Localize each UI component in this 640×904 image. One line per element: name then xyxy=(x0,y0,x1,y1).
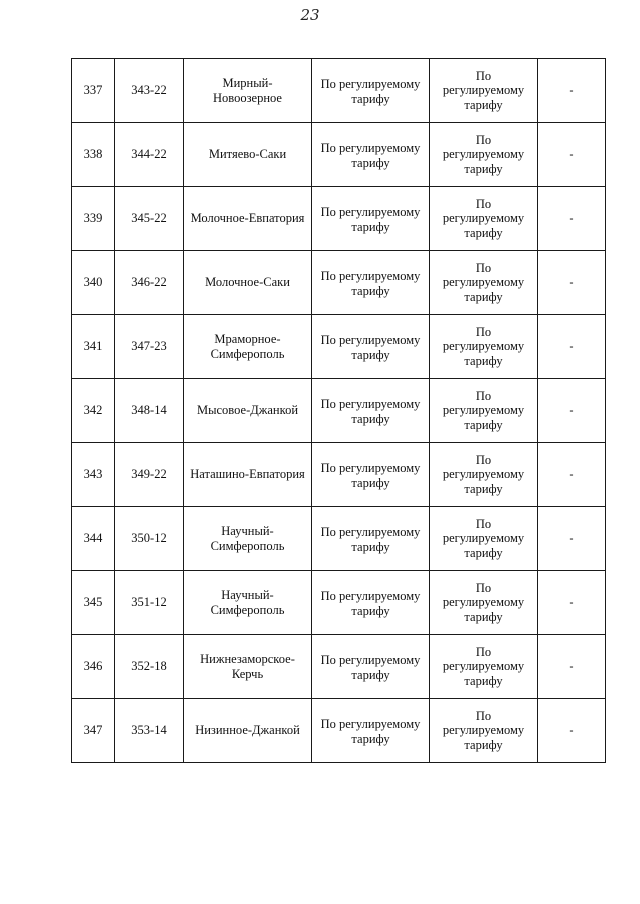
row-number-text: 342 xyxy=(83,403,103,418)
tariff-type-text-2: По регулируемому тарифу xyxy=(442,68,525,112)
tariff-type-text-2: По регулируемому тарифу xyxy=(442,516,525,560)
tariff-type-text-2: По регулируемому тарифу xyxy=(442,260,525,304)
tariff-type-cell-2 xyxy=(430,443,538,507)
route-code-cell xyxy=(115,507,184,571)
route-code-text: 349-22 xyxy=(131,467,167,482)
row-number-text: 341 xyxy=(83,339,103,354)
route-name-text: Научный- Симферополь xyxy=(210,588,285,617)
tariff-type-text-2: По регулируемому тарифу xyxy=(442,580,525,624)
tariff-type-text: По регулируемому тарифу xyxy=(320,205,421,234)
row-number-cell xyxy=(72,507,115,571)
tariff-type-text-2: По регулируемому тарифу xyxy=(442,132,525,176)
table-row xyxy=(72,699,606,763)
tariff-type-cell-2 xyxy=(430,635,538,699)
route-name-cell xyxy=(184,699,312,763)
route-code-text: 348-14 xyxy=(131,403,167,418)
tariff-type-cell-2 xyxy=(430,251,538,315)
tariff-type-cell-2 xyxy=(430,315,538,379)
route-name-text: Митяево-Саки xyxy=(208,147,287,162)
route-name-text: Низинное-Джанкой xyxy=(195,723,300,738)
tariff-type-cell-2 xyxy=(430,59,538,123)
tariff-type-cell xyxy=(312,123,430,187)
row-number-cell xyxy=(72,571,115,635)
row-number-cell xyxy=(72,187,115,251)
tariff-type-text-2: По регулируемому тарифу xyxy=(442,196,525,240)
route-name-cell xyxy=(184,251,312,315)
route-code-cell xyxy=(115,315,184,379)
routes-table-body xyxy=(72,59,606,763)
extra-cell xyxy=(538,635,606,699)
route-name-cell xyxy=(184,507,312,571)
row-number-text: 337 xyxy=(83,83,103,98)
row-number-cell xyxy=(72,379,115,443)
tariff-type-text: По регулируемому тарифу xyxy=(320,269,421,298)
extra-cell xyxy=(538,187,606,251)
tariff-type-text-2: По регулируемому тарифу xyxy=(442,324,525,368)
routes-table xyxy=(71,58,606,763)
route-name-cell xyxy=(184,443,312,507)
table-row xyxy=(72,635,606,699)
row-number-text: 338 xyxy=(83,147,103,162)
route-code-text: 344-22 xyxy=(131,147,167,162)
row-number-text: 340 xyxy=(83,275,103,290)
row-number-text: 339 xyxy=(83,211,103,226)
route-code-cell xyxy=(115,635,184,699)
extra-text: - xyxy=(569,531,574,546)
extra-cell xyxy=(538,59,606,123)
route-code-text: 353-14 xyxy=(131,723,167,738)
tariff-type-cell-2 xyxy=(430,187,538,251)
tariff-type-cell xyxy=(312,315,430,379)
row-number-cell xyxy=(72,443,115,507)
table-row xyxy=(72,187,606,251)
route-name-text: Мысовое-Джанкой xyxy=(196,403,299,418)
route-code-text: 347-23 xyxy=(131,339,167,354)
tariff-type-text: По регулируемому тарифу xyxy=(320,333,421,362)
row-number-cell xyxy=(72,123,115,187)
table-row xyxy=(72,443,606,507)
route-name-text: Молочное-Евпатория xyxy=(190,211,305,226)
tariff-type-text: По регулируемому тарифу xyxy=(320,77,421,106)
row-number-text: 343 xyxy=(83,467,103,482)
route-code-text: 352-18 xyxy=(131,659,167,674)
route-name-text: Нижнезаморское- Керчь xyxy=(200,652,295,681)
page-number: 23 xyxy=(300,6,320,24)
extra-cell xyxy=(538,699,606,763)
route-name-cell xyxy=(184,315,312,379)
route-code-cell xyxy=(115,59,184,123)
tariff-type-cell-2 xyxy=(430,507,538,571)
tariff-type-cell-2 xyxy=(430,123,538,187)
route-code-cell xyxy=(115,251,184,315)
route-code-text: 343-22 xyxy=(131,83,167,98)
tariff-type-text: По регулируемому тарифу xyxy=(320,461,421,490)
route-name-text: Научный- Симферополь xyxy=(210,524,285,553)
route-name-text: Наташино-Евпатория xyxy=(190,467,305,482)
tariff-type-text: По регулируемому тарифу xyxy=(320,525,421,554)
tariff-type-cell xyxy=(312,187,430,251)
route-code-text: 350-12 xyxy=(131,531,167,546)
route-code-text: 345-22 xyxy=(131,211,167,226)
table-row xyxy=(72,123,606,187)
extra-text: - xyxy=(569,467,574,482)
tariff-type-cell xyxy=(312,379,430,443)
extra-text: - xyxy=(569,595,574,610)
extra-text: - xyxy=(569,403,574,418)
tariff-type-cell xyxy=(312,635,430,699)
row-number-text: 345 xyxy=(83,595,103,610)
route-code-text: 351-12 xyxy=(131,595,167,610)
route-name-cell xyxy=(184,187,312,251)
table-row xyxy=(72,315,606,379)
row-number-cell xyxy=(72,59,115,123)
extra-text: - xyxy=(569,723,574,738)
tariff-type-cell xyxy=(312,571,430,635)
extra-cell xyxy=(538,251,606,315)
extra-cell xyxy=(538,443,606,507)
row-number-text: 344 xyxy=(83,531,103,546)
extra-text: - xyxy=(569,147,574,162)
route-code-text: 346-22 xyxy=(131,275,167,290)
route-code-cell xyxy=(115,123,184,187)
table-row xyxy=(72,251,606,315)
tariff-type-cell xyxy=(312,507,430,571)
route-code-cell xyxy=(115,699,184,763)
tariff-type-text: По регулируемому тарифу xyxy=(320,589,421,618)
extra-cell xyxy=(538,379,606,443)
tariff-type-text-2: По регулируемому тарифу xyxy=(442,644,525,688)
tariff-type-text: По регулируемому тарифу xyxy=(320,397,421,426)
route-name-text: Мирный- Новоозерное xyxy=(213,76,282,105)
table-row xyxy=(72,507,606,571)
route-code-cell xyxy=(115,187,184,251)
extra-text: - xyxy=(569,211,574,226)
row-number-cell xyxy=(72,251,115,315)
tariff-type-cell xyxy=(312,251,430,315)
extra-cell xyxy=(538,123,606,187)
row-number-cell xyxy=(72,635,115,699)
extra-text: - xyxy=(569,83,574,98)
tariff-type-cell-2 xyxy=(430,571,538,635)
table-row xyxy=(72,379,606,443)
route-name-cell xyxy=(184,123,312,187)
tariff-type-cell xyxy=(312,59,430,123)
extra-cell xyxy=(538,507,606,571)
route-name-text: Молочное-Саки xyxy=(205,275,290,290)
table-row xyxy=(72,571,606,635)
tariff-type-cell xyxy=(312,443,430,507)
tariff-type-text-2: По регулируемому тарифу xyxy=(442,452,525,496)
tariff-type-text: По регулируемому тарифу xyxy=(320,141,421,170)
route-code-cell xyxy=(115,571,184,635)
row-number-text: 346 xyxy=(83,659,103,674)
route-name-cell xyxy=(184,59,312,123)
tariff-type-cell-2 xyxy=(430,379,538,443)
tariff-type-text-2: По регулируемому тарифу xyxy=(442,388,525,432)
tariff-type-text: По регулируемому тарифу xyxy=(320,717,421,746)
table-row xyxy=(72,59,606,123)
tariff-type-cell-2 xyxy=(430,699,538,763)
tariff-type-text-2: По регулируемому тарифу xyxy=(442,708,525,752)
route-code-cell xyxy=(115,379,184,443)
tariff-type-cell xyxy=(312,699,430,763)
extra-cell xyxy=(538,315,606,379)
route-name-cell xyxy=(184,571,312,635)
route-name-cell xyxy=(184,635,312,699)
tariff-type-text: По регулируемому тарифу xyxy=(320,653,421,682)
route-name-text: Мраморное- Симферополь xyxy=(210,332,285,361)
extra-text: - xyxy=(569,275,574,290)
row-number-text: 347 xyxy=(83,723,103,738)
route-code-cell xyxy=(115,443,184,507)
route-name-cell xyxy=(184,379,312,443)
extra-text: - xyxy=(569,339,574,354)
row-number-cell xyxy=(72,699,115,763)
extra-cell xyxy=(538,571,606,635)
row-number-cell xyxy=(72,315,115,379)
extra-text: - xyxy=(569,659,574,674)
